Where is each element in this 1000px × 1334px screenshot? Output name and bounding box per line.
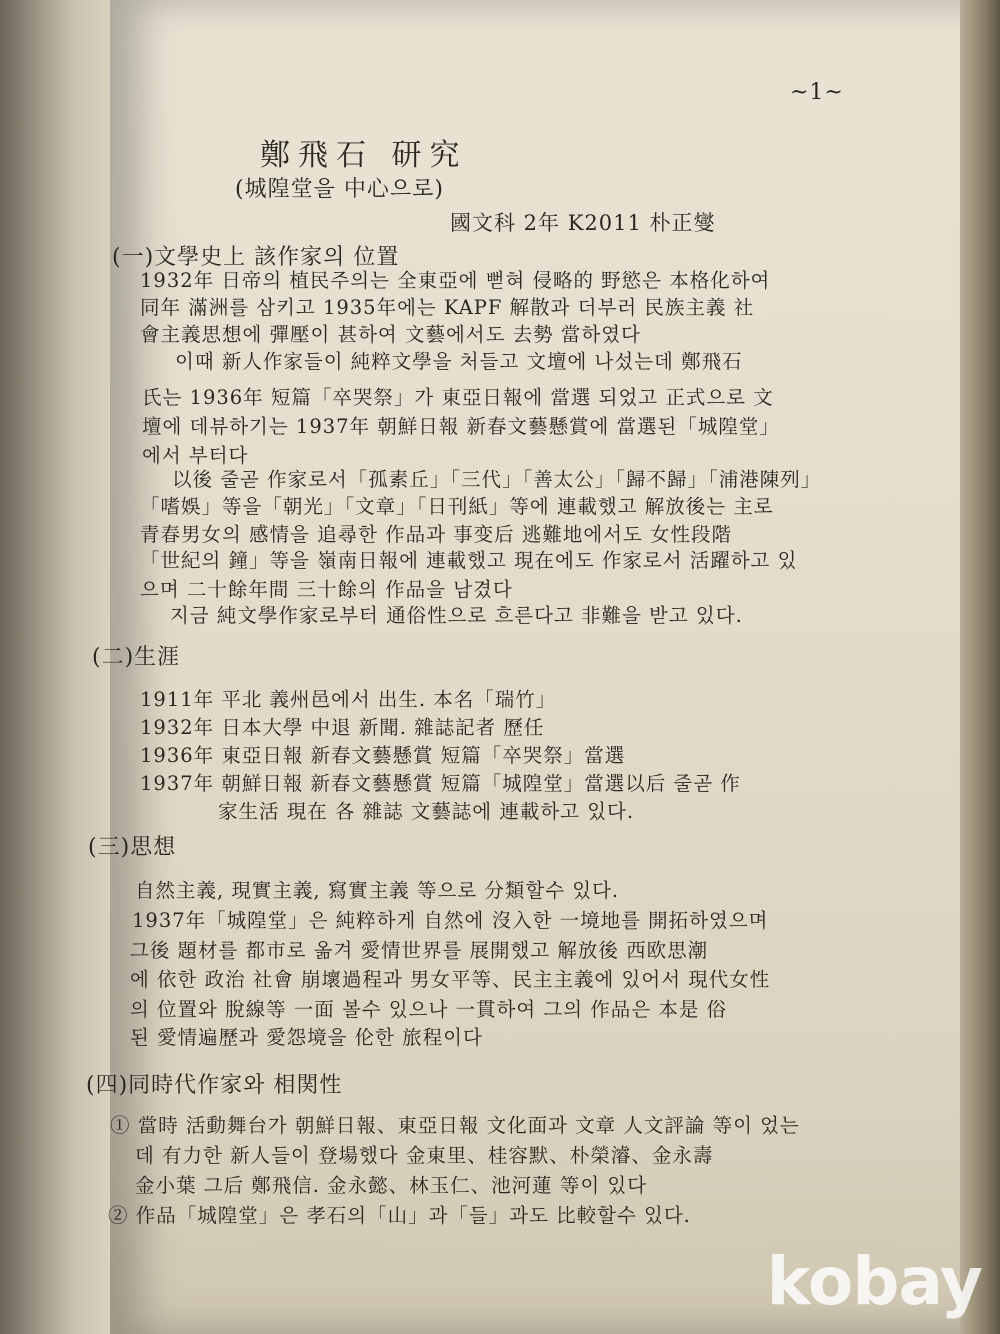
section-heading: (一)文學史上 該作家의 位置	[112, 245, 400, 270]
text-line: 青春男女의 感情을 追尋한 作品과 事变后 逃難地에서도 女性段階	[140, 523, 733, 546]
section-heading: (三)思想	[88, 835, 177, 860]
text-line: 지금 純文學作家로부터 通俗性으로 흐른다고 非難을 받고 있다.	[170, 604, 743, 627]
text-line: 된 愛情遍歷과 愛怨境을 伦한 旅程이다	[130, 1026, 483, 1049]
text-line: 以後 줄곧 作家로서「孤素丘」「三代」「善太公」「歸不歸」「浦港陳列」	[172, 468, 822, 491]
text-line: 「世紀의 鐘」等을 嶺南日報에 連載했고 現在에도 作家로서 活躍하고 있	[140, 549, 798, 572]
page-edge	[960, 0, 1000, 1334]
text-line: 同年 滿洲를 삼키고 1935年에는 KAPF 解散과 더부러 民族主義 社	[140, 296, 755, 319]
text-line: 1932年 日帝의 植民주의는 全東亞에 뻗혀 侵略的 野慾은 本格化하여	[140, 269, 771, 292]
section-heading: (二)生涯	[92, 645, 181, 670]
text-line: 會主義思想에 彈壓이 甚하여 文藝에서도 去勢 當하였다	[140, 323, 641, 346]
text-line: ② 作品「城隍堂」은 孝石의「山」과「들」과도 比較할수 있다.	[108, 1204, 691, 1227]
text-line: 으며 二十餘年間 三十餘의 作品을 남겼다	[140, 578, 513, 601]
document-subtitle: (城隍堂을 中心으로)	[235, 177, 444, 202]
text-line: 1936年 東亞日報 新春文藝懸賞 短篇「卒哭祭」當選	[140, 744, 626, 767]
text-line: 氏는 1936年 短篇「卒哭祭」가 東亞日報에 當選 되었고 正式으로 文	[142, 386, 774, 409]
text-line: 1932年 日本大學 中退 新聞. 雜誌記者 歷任	[140, 716, 545, 739]
text-line: 壇에 데뷰하기는 1937年 朝鮮日報 新春文藝懸賞에 當選된「城隍堂」	[142, 415, 780, 438]
document-title: 鄭飛石 研究	[260, 138, 468, 173]
text-line: 自然主義, 現實主義, 寫實主義 等으로 分類할수 있다.	[135, 879, 620, 902]
text-line: 의 位置와 脫線等 一面 볼수 있으나 一貫하여 그의 作品은 本是 俗	[130, 998, 728, 1021]
text-line: 1911年 平北 義州邑에서 出生. 本名「瑞竹」	[140, 688, 557, 711]
text-line: 에서 부터다	[142, 444, 249, 467]
page-number: ~1~	[790, 80, 844, 105]
text-line: 그後 題材를 都市로 옮겨 愛情世界를 展開했고 解放後 西欧思潮	[130, 939, 709, 962]
text-line: 이때 新人作家들이 純粹文學을 처들고 文壇에 나섰는데 鄭飛石	[175, 350, 743, 373]
text-line: 金小葉 그后 鄭飛信. 金永懿、林玉仁、池河蓮 等이 있다	[135, 1174, 648, 1197]
text-line: 「嗜娛」等을「朝光」「文章」「日刊紙」等에 連載했고 解放後는 主로	[140, 495, 774, 518]
text-line: 家生活 現在 各 雜誌 文藝誌에 連載하고 있다.	[218, 800, 635, 823]
watermark-logo: kobay	[766, 1243, 982, 1320]
text-line: 데 有力한 新人들이 登場했다 金東里、桂容默、朴榮濬、金永壽	[135, 1144, 714, 1167]
section-heading: (四)同時代作家와 相関性	[86, 1073, 343, 1098]
text-line: ① 當時 活動舞台가 朝鮮日報、東亞日報 文化面과 文章 人文評論 等이 었는	[110, 1114, 800, 1137]
text-line: 에 依한 政治 社會 崩壞過程과 男女平等、民主主義에 있어서 現代女性	[130, 968, 771, 991]
author-line: 國文科 2年 K2011 朴正燮	[450, 211, 716, 235]
text-line: 1937年「城隍堂」은 純粹하게 自然에 沒入한 一境地를 開拓하였으며	[132, 909, 769, 932]
text-line: 1937年 朝鮮日報 新春文藝懸賞 短篇「城隍堂」當選以后 줄곧 作	[140, 772, 741, 795]
